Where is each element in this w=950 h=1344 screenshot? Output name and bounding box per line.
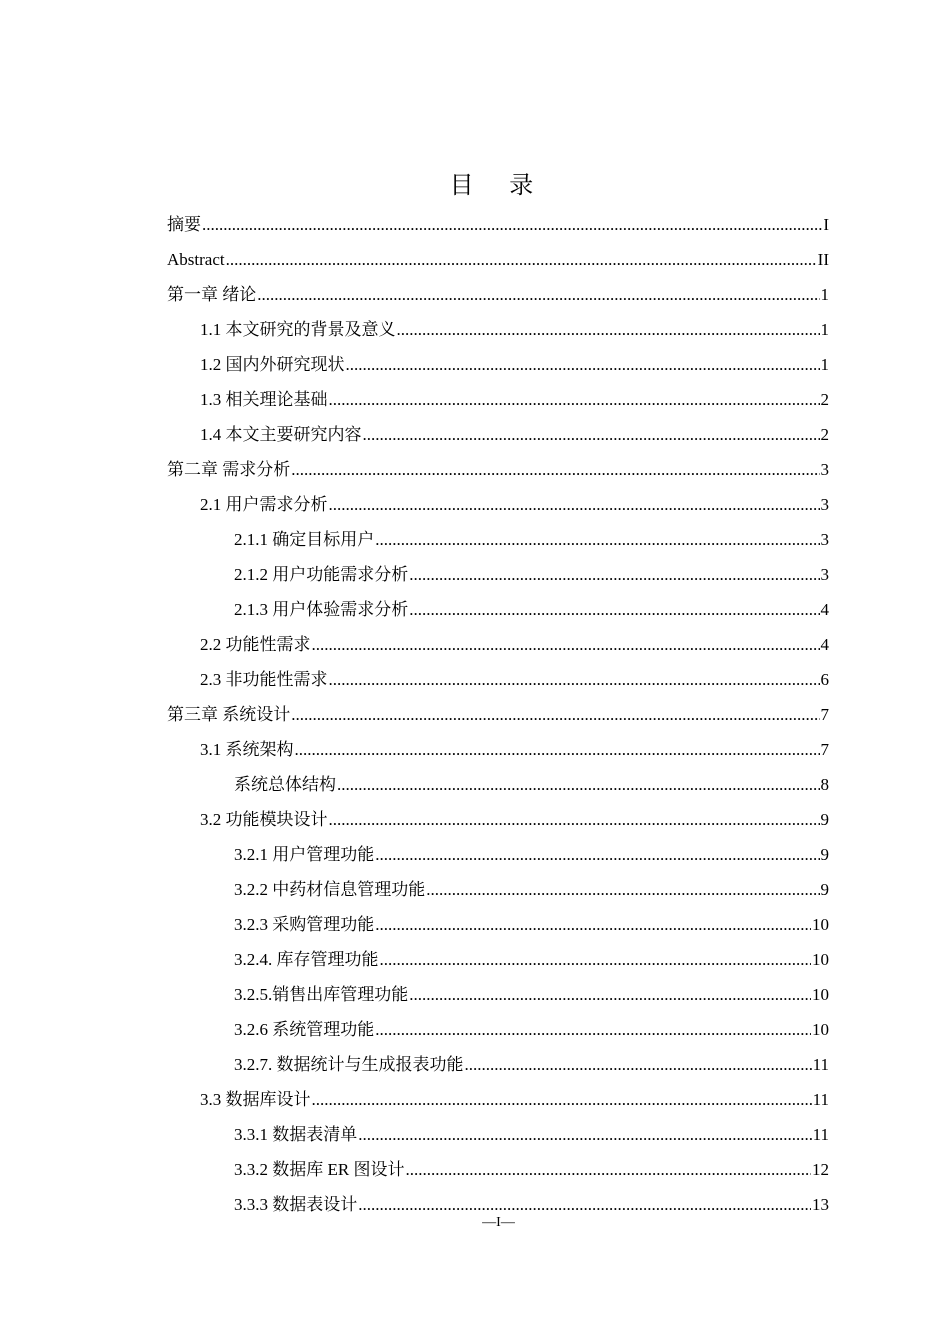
toc-entry-page-number: II [817,250,829,269]
toc-dot-leader [329,802,820,837]
toc-dot-leader [329,662,820,697]
toc-dot-leader [295,732,820,767]
table-of-contents [167,207,829,1222]
toc-dot-leader [257,277,819,312]
toc-entry-label: 3.2.6 系统管理功能 [234,1020,375,1039]
toc-entry-label: 3.2.1 用户管理功能 [234,845,375,864]
toc-entry-page-number: 13 [812,1195,829,1214]
toc-entry[interactable] [167,802,829,837]
toc-entry-page-number: 3 [820,460,829,479]
toc-entry-label: 1.2 国内外研究现状 [200,355,345,374]
toc-entry-page-number: 10 [812,1020,829,1039]
toc-dot-leader [409,977,811,1012]
toc-dot-leader [291,452,819,487]
toc-entry[interactable] [167,977,829,1012]
toc-entry[interactable] [167,872,829,907]
toc-entry-page-number: 4 [820,635,829,654]
toc-entry-page-number: 1 [820,320,829,339]
toc-entry-label: 第二章 需求分析 [167,460,291,479]
toc-entry-label: 2.2 功能性需求 [200,635,311,654]
toc-entry-label: 3.3.1 数据表清单 [234,1125,358,1144]
toc-dot-leader [426,872,819,907]
toc-dot-leader [358,1117,811,1152]
toc-dot-leader [380,942,812,977]
toc-entry-page-number: 3 [820,565,829,584]
toc-entry-label: 3.3 数据库设计 [200,1090,311,1109]
toc-entry-page-number: 9 [820,810,829,829]
toc-dot-leader [375,522,819,557]
page-number-footer: —I— [482,1215,515,1230]
toc-entry[interactable] [167,277,829,312]
toc-dot-leader [226,242,817,277]
toc-entry-label: 2.1.3 用户体验需求分析 [234,600,409,619]
toc-entry[interactable] [167,487,829,522]
toc-entry-page-number: 11 [812,1125,829,1144]
toc-entry-label: 3.2.4. 库存管理功能 [234,950,379,969]
toc-entry-label: 第一章 绪论 [167,285,257,304]
toc-entry-label: 2.1.2 用户功能需求分析 [234,565,409,584]
toc-entry-page-number: 10 [812,950,829,969]
toc-entry-label: 2.3 非功能性需求 [200,670,328,689]
toc-entry[interactable] [167,557,829,592]
toc-entry-page-number: 11 [812,1090,829,1109]
toc-entry-label: 1.3 相关理论基础 [200,390,328,409]
toc-entry[interactable] [167,242,829,277]
toc-entry-label: 3.1 系统架构 [200,740,294,759]
toc-dot-leader [329,487,820,522]
toc-entry-label: 第三章 系统设计 [167,705,291,724]
toc-entry-label: 2.1 用户需求分析 [200,495,328,514]
toc-entry[interactable] [167,1117,829,1152]
toc-entry-label: 3.2.5.销售出库管理功能 [234,985,409,1004]
toc-entry-page-number: 9 [820,845,829,864]
toc-entry[interactable] [167,1082,829,1117]
toc-entry-page-number: 10 [812,915,829,934]
toc-entry[interactable] [167,907,829,942]
toc-entry[interactable] [167,347,829,382]
toc-dot-leader [405,1152,811,1187]
toc-entry[interactable] [167,522,829,557]
toc-dot-leader [375,837,819,872]
toc-entry[interactable] [167,1047,829,1082]
toc-entry[interactable] [167,837,829,872]
toc-entry[interactable] [167,627,829,662]
toc-entry-label: 2.1.1 确定目标用户 [234,530,375,549]
toc-dot-leader [312,1082,812,1117]
toc-entry-page-number: I [823,215,829,234]
toc-dot-leader [329,382,820,417]
toc-entry-page-number: 2 [820,425,829,444]
page-title: 目 录 [449,171,548,199]
toc-entry[interactable] [167,697,829,732]
toc-dot-leader [409,557,819,592]
toc-entry[interactable] [167,592,829,627]
toc-entry[interactable] [167,1152,829,1187]
toc-entry[interactable] [167,767,829,802]
toc-entry[interactable] [167,662,829,697]
toc-dot-leader [202,207,822,242]
toc-entry-label: 1.1 本文研究的背景及意义 [200,320,396,339]
toc-dot-leader [291,697,819,732]
toc-entry[interactable] [167,382,829,417]
toc-entry-page-number: 1 [820,355,829,374]
toc-entry-page-number: 12 [812,1160,829,1179]
toc-entry-page-number: 7 [820,705,829,724]
toc-entry-label: 系统总体结构 [234,775,336,794]
toc-dot-leader [375,1012,811,1047]
toc-entry-page-number: 3 [820,530,829,549]
toc-dot-leader [346,347,820,382]
toc-entry[interactable] [167,417,829,452]
toc-entry-page-number: 8 [820,775,829,794]
toc-dot-leader [465,1047,812,1082]
toc-entry[interactable] [167,942,829,977]
toc-entry-page-number: 4 [820,600,829,619]
toc-dot-leader [409,592,819,627]
toc-entry-page-number: 10 [812,985,829,1004]
toc-dot-leader [397,312,820,347]
toc-entry-page-number: 11 [812,1055,829,1074]
toc-entry[interactable] [167,732,829,767]
toc-dot-leader [375,907,811,942]
toc-entry-page-number: 2 [820,390,829,409]
toc-entry-label: 摘要 [167,215,201,234]
toc-entry[interactable] [167,1012,829,1047]
toc-entry-label: Abstract [167,250,225,269]
toc-entry-page-number: 9 [820,880,829,899]
toc-entry-label: 1.4 本文主要研究内容 [200,425,362,444]
toc-entry-page-number: 6 [820,670,829,689]
toc-entry[interactable] [167,207,829,242]
toc-dot-leader [312,627,820,662]
toc-entry[interactable] [167,452,829,487]
toc-entry-page-number: 1 [820,285,829,304]
toc-dot-leader [363,417,820,452]
toc-entry-label: 3.3.3 数据表设计 [234,1195,358,1214]
toc-dot-leader [337,767,820,802]
toc-entry-page-number: 3 [820,495,829,514]
toc-entry-label: 3.2.2 中药材信息管理功能 [234,880,426,899]
toc-entry-label: 3.2 功能模块设计 [200,810,328,829]
toc-entry-label: 3.2.3 采购管理功能 [234,915,375,934]
toc-entry-label: 3.2.7. 数据统计与生成报表功能 [234,1055,464,1074]
toc-entry-label: 3.3.2 数据库 ER 图设计 [234,1160,405,1179]
toc-entry-page-number: 7 [820,740,829,759]
toc-entry[interactable] [167,312,829,347]
